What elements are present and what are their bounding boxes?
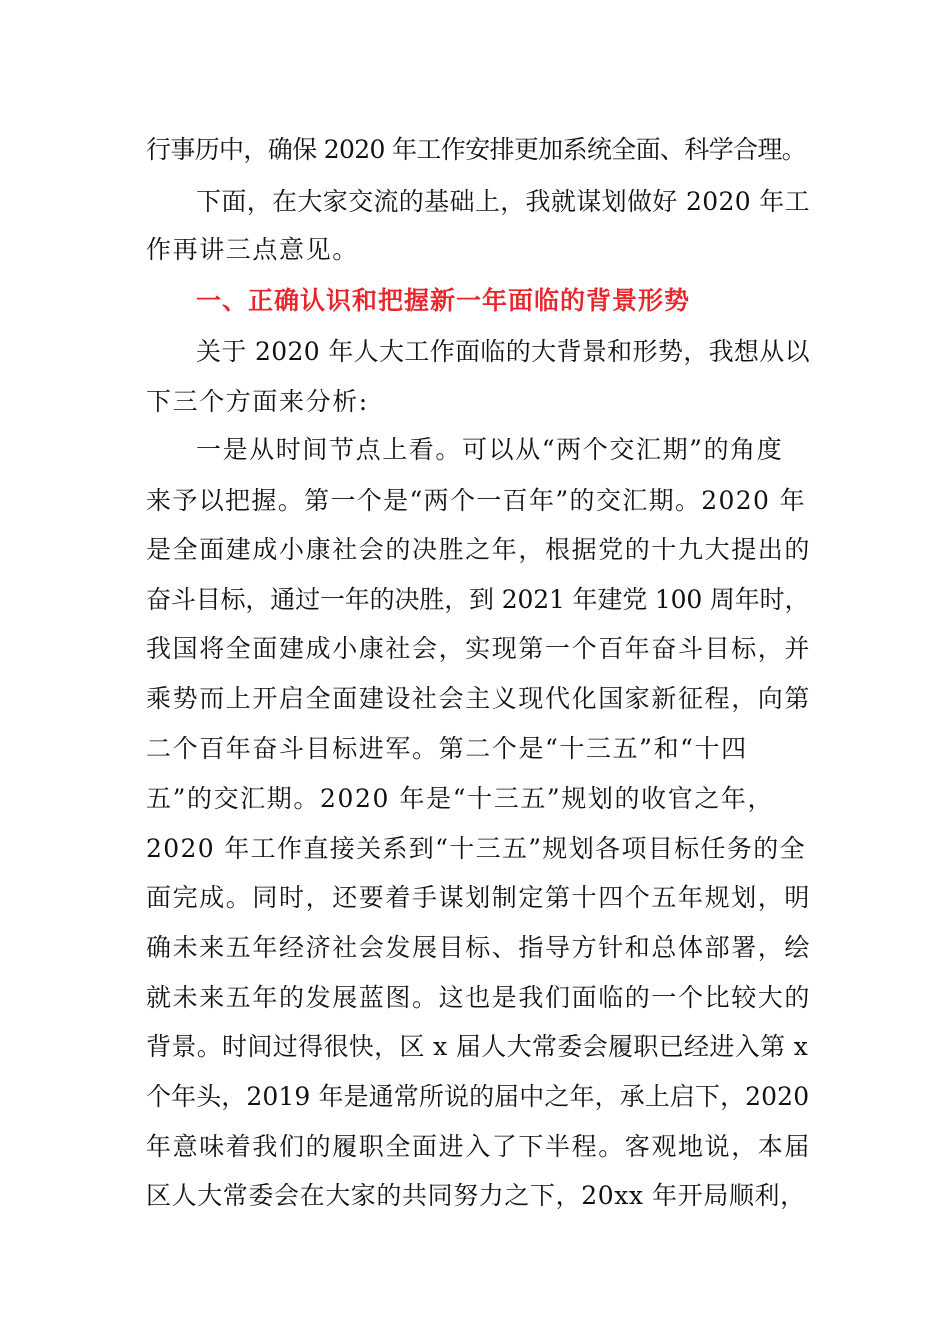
text-line: 2020 年工作直接关系到“十三五”规划各项目标任务的全 (146, 834, 806, 863)
text-line: 来予以把握。第一个是“两个一百年”的交汇期。2020 年 (146, 486, 806, 515)
text-line: 行事历中，确保 2020 年工作安排更加系统全面、科学合理。 (146, 135, 807, 164)
text-line: 我国将全面建成小康社会，实现第一个百年奋斗目标，并 (146, 634, 812, 663)
text-line: 背景。时间过得很快，区 x 届人大常委会履职已经进入第 x (146, 1032, 809, 1061)
text-line: 作再讲三点意见。 (146, 235, 359, 264)
text-line: 就未来五年的发展蓝图。这也是我们面临的一个比较大的 (146, 983, 812, 1012)
text-line: 年意味着我们的履职全面进入了下半程。客观地说，本届 (146, 1132, 812, 1161)
text-line: 二个百年奋斗目标进军。第二个是“十三五”和“十四 (146, 734, 748, 763)
text-line: 乘势而上开启全面建设社会主义现代化国家新征程，向第 (146, 684, 812, 713)
text-line: 关于 2020 年人大工作面临的大背景和形势，我想从以 (196, 337, 810, 366)
text-line: 五”的交汇期。2020 年是“十三五”规划的收官之年， (146, 784, 775, 813)
text-line: 是全面建成小康社会的决胜之年，根据党的十九大提出的 (146, 535, 812, 564)
section-heading: 一、正确认识和把握新一年面临的背景形势 (196, 286, 691, 315)
text-line: 一是从时间节点上看。可以从“两个交汇期”的角度 (196, 435, 784, 464)
text-line: 下面，在大家交流的基础上，我就谋划做好 2020 年工 (196, 187, 810, 216)
text-line: 区人大常委会在大家的共同努力之下，20xx 年开局顺利， (146, 1181, 806, 1210)
text-line: 下三个方面来分析: (146, 387, 369, 416)
text-line: 确未来五年经济社会发展目标、指导方针和总体部署，绘 (146, 933, 812, 962)
text-line: 奋斗目标，通过一年的决胜，到 2021 年建党 100 周年时， (146, 585, 810, 614)
text-line: 面完成。同时，还要着手谋划制定第十四个五年规划，明 (146, 883, 812, 912)
text-line: 个年头，2019 年是通常所说的届中之年，承上启下，2020 (146, 1082, 810, 1111)
